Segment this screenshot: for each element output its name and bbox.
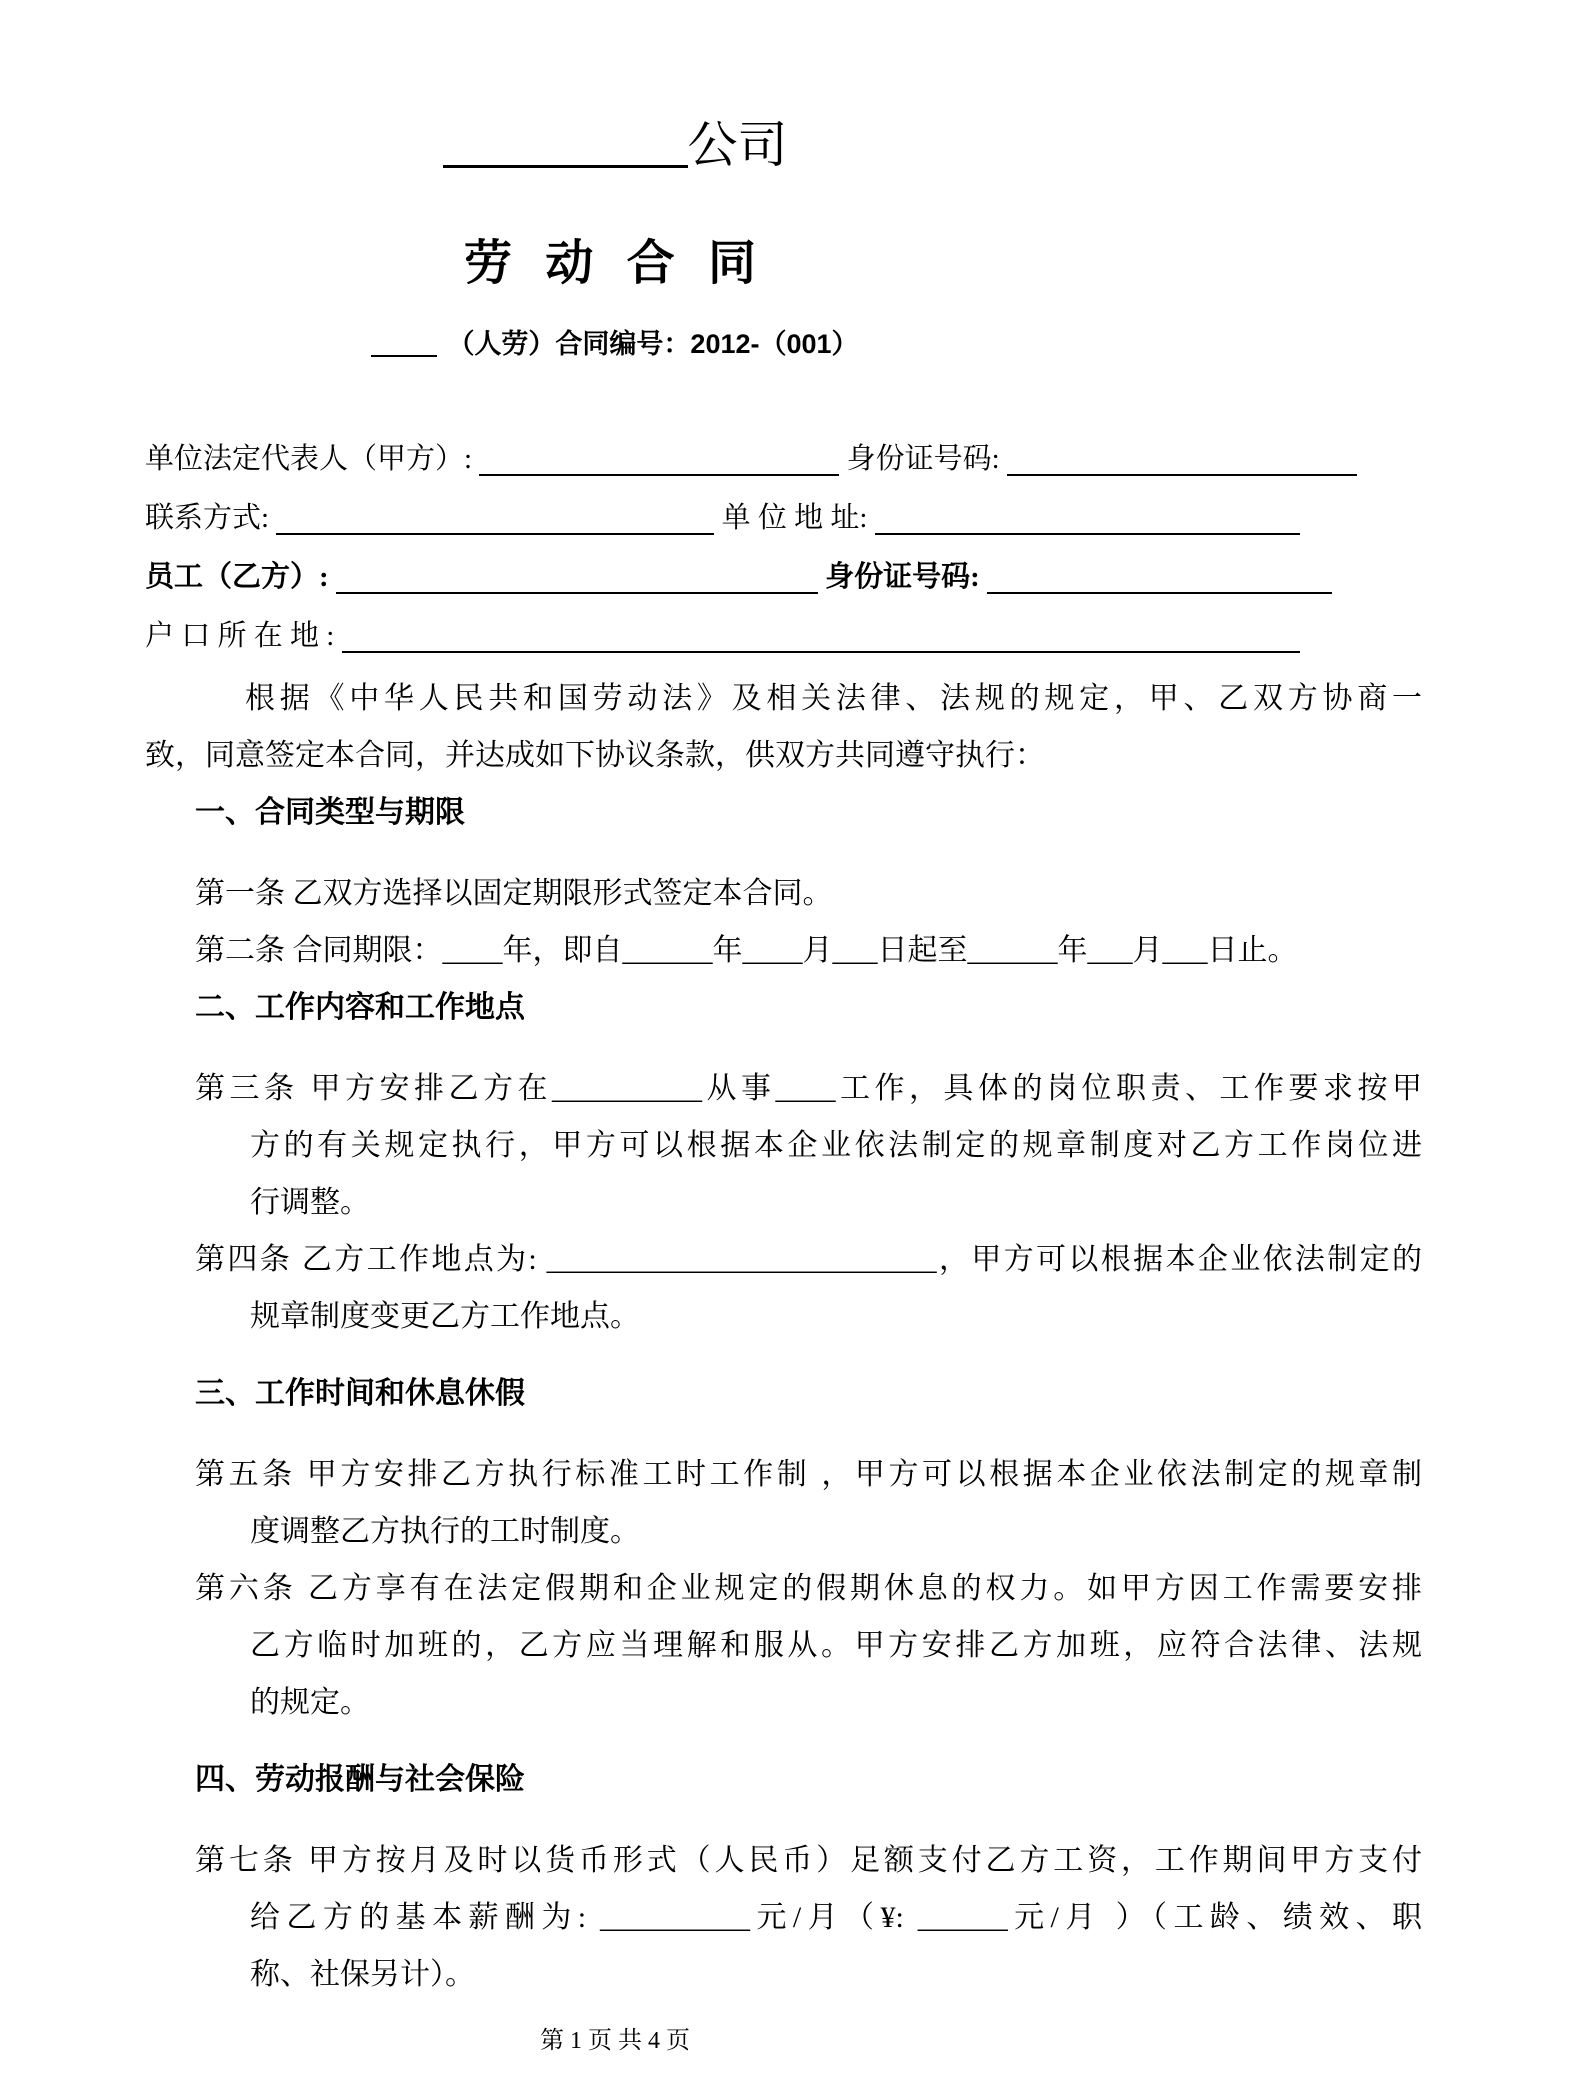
clause-4	[195, 1231, 1422, 1345]
document-header	[0, 0, 1230, 364]
clause-line: 第一条 乙双方选择以固定期限形式签定本合同。	[195, 877, 833, 910]
clause-line: 规章制度变更乙方工作地点。	[250, 1300, 640, 1333]
clause-line: 的规定。	[250, 1686, 370, 1719]
spacer	[145, 1422, 1422, 1446]
form-row-employee	[145, 548, 1587, 607]
legal-rep-blank-field[interactable]	[479, 434, 839, 476]
legal-rep-label: 单位法定代表人（甲方）:	[145, 443, 473, 475]
spacer	[145, 1731, 1422, 1751]
company-name-blank-field[interactable]	[443, 111, 688, 168]
employee-name-blank-field[interactable]	[336, 552, 818, 594]
form-row-residence	[145, 607, 1587, 666]
company-address-blank-field[interactable]	[875, 493, 1300, 535]
clause-line: 第三条 甲方安排乙方在__________从事____工作，具体的岗位职责、工作要求按甲	[195, 1072, 1422, 1105]
employee-label: 员工（乙方）:	[145, 561, 329, 593]
contact-blank-field[interactable]	[276, 493, 714, 535]
contract-number-line	[0, 324, 1230, 364]
clause-5	[195, 1446, 1422, 1560]
clause-line: 度调整乙方执行的工时制度。	[250, 1515, 640, 1548]
intro-line: 致，同意签定本合同，并达成如下协议条款，供双方共同遵守执行：	[145, 739, 1045, 772]
id-number-label: 身份证号码:	[846, 443, 1000, 475]
clause-line: 第二条 合同期限：____年，即自______年____月___日起至______年___月___日止。	[195, 934, 1298, 967]
contract-number-text: （人劳）合同编号：2012-（001）	[447, 329, 859, 359]
clause-2	[195, 922, 1422, 979]
clause-1	[195, 865, 1422, 922]
spacer	[145, 1345, 1422, 1365]
company-name-suffix: 公司	[687, 117, 788, 173]
form-row-legal-rep	[145, 430, 1587, 489]
section-heading: 一、合同类型与期限	[195, 796, 465, 829]
clause-line: 第六条 乙方享有在法定假期和企业规定的假期休息的权力。如甲方因工作需要安排	[195, 1572, 1422, 1605]
clause-line: 行调整。	[250, 1186, 370, 1219]
section-heading: 二、工作内容和工作地点	[195, 991, 525, 1024]
company-name-line	[0, 105, 1230, 185]
clause-line: 称、社保另计）。	[250, 1958, 475, 1991]
page-number: 第 1 页 共 4 页	[540, 2028, 690, 2054]
spacer	[145, 1036, 1422, 1060]
form-row-contact	[145, 489, 1587, 548]
employee-id-blank-field[interactable]	[987, 552, 1332, 594]
id-number-blank-field[interactable]	[1007, 434, 1357, 476]
party-info-form	[145, 430, 1587, 666]
employee-id-label: 身份证号码:	[825, 561, 980, 593]
spacer	[145, 1808, 1422, 1832]
clause-line: 方的有关规定执行，甲方可以根据本企业依法制定的规章制度对乙方工作岗位进	[250, 1129, 1422, 1162]
contract-number-blank-field[interactable]	[371, 327, 437, 357]
clause-line: 乙方临时加班的，乙方应当理解和服从。甲方安排乙方加班，应符合法律、法规	[250, 1629, 1422, 1662]
clause-6	[195, 1560, 1422, 1731]
residence-blank-field[interactable]	[342, 611, 1300, 653]
section-heading: 四、劳动报酬与社会保险	[195, 1763, 525, 1796]
contract-body	[145, 670, 1422, 2003]
clause-3	[195, 1060, 1422, 1231]
residence-label: 户 口 所 在 地 :	[145, 620, 335, 652]
intro-line: 根据《中华人民共和国劳动法》及相关法律、法规的规定，甲、乙双方协商一	[245, 682, 1422, 715]
clause-line: 第五条 甲方安排乙方执行标准工时工作制 ，甲方可以根据本企业依法制定的规章制	[195, 1458, 1422, 1491]
clause-7	[195, 1832, 1422, 2003]
contact-label: 联系方式:	[145, 502, 270, 534]
company-address-label: 单 位 地 址:	[721, 502, 868, 534]
document-title: 劳 动 合 同	[463, 237, 766, 290]
clause-line: 第四条 乙方工作地点为: __________________________，甲方可以根据本企业依法制定的	[195, 1243, 1422, 1276]
clause-line: 给乙方的基本薪酬为: __________元/月（¥: ______元/月 ）（工龄、绩效、职	[250, 1901, 1422, 1934]
clause-line: 第七条 甲方按月及时以货币形式（人民币）足额支付乙方工资，工作期间甲方支付	[195, 1844, 1422, 1877]
section-heading: 三、工作时间和休息休假	[195, 1377, 525, 1410]
spacer	[145, 841, 1422, 865]
